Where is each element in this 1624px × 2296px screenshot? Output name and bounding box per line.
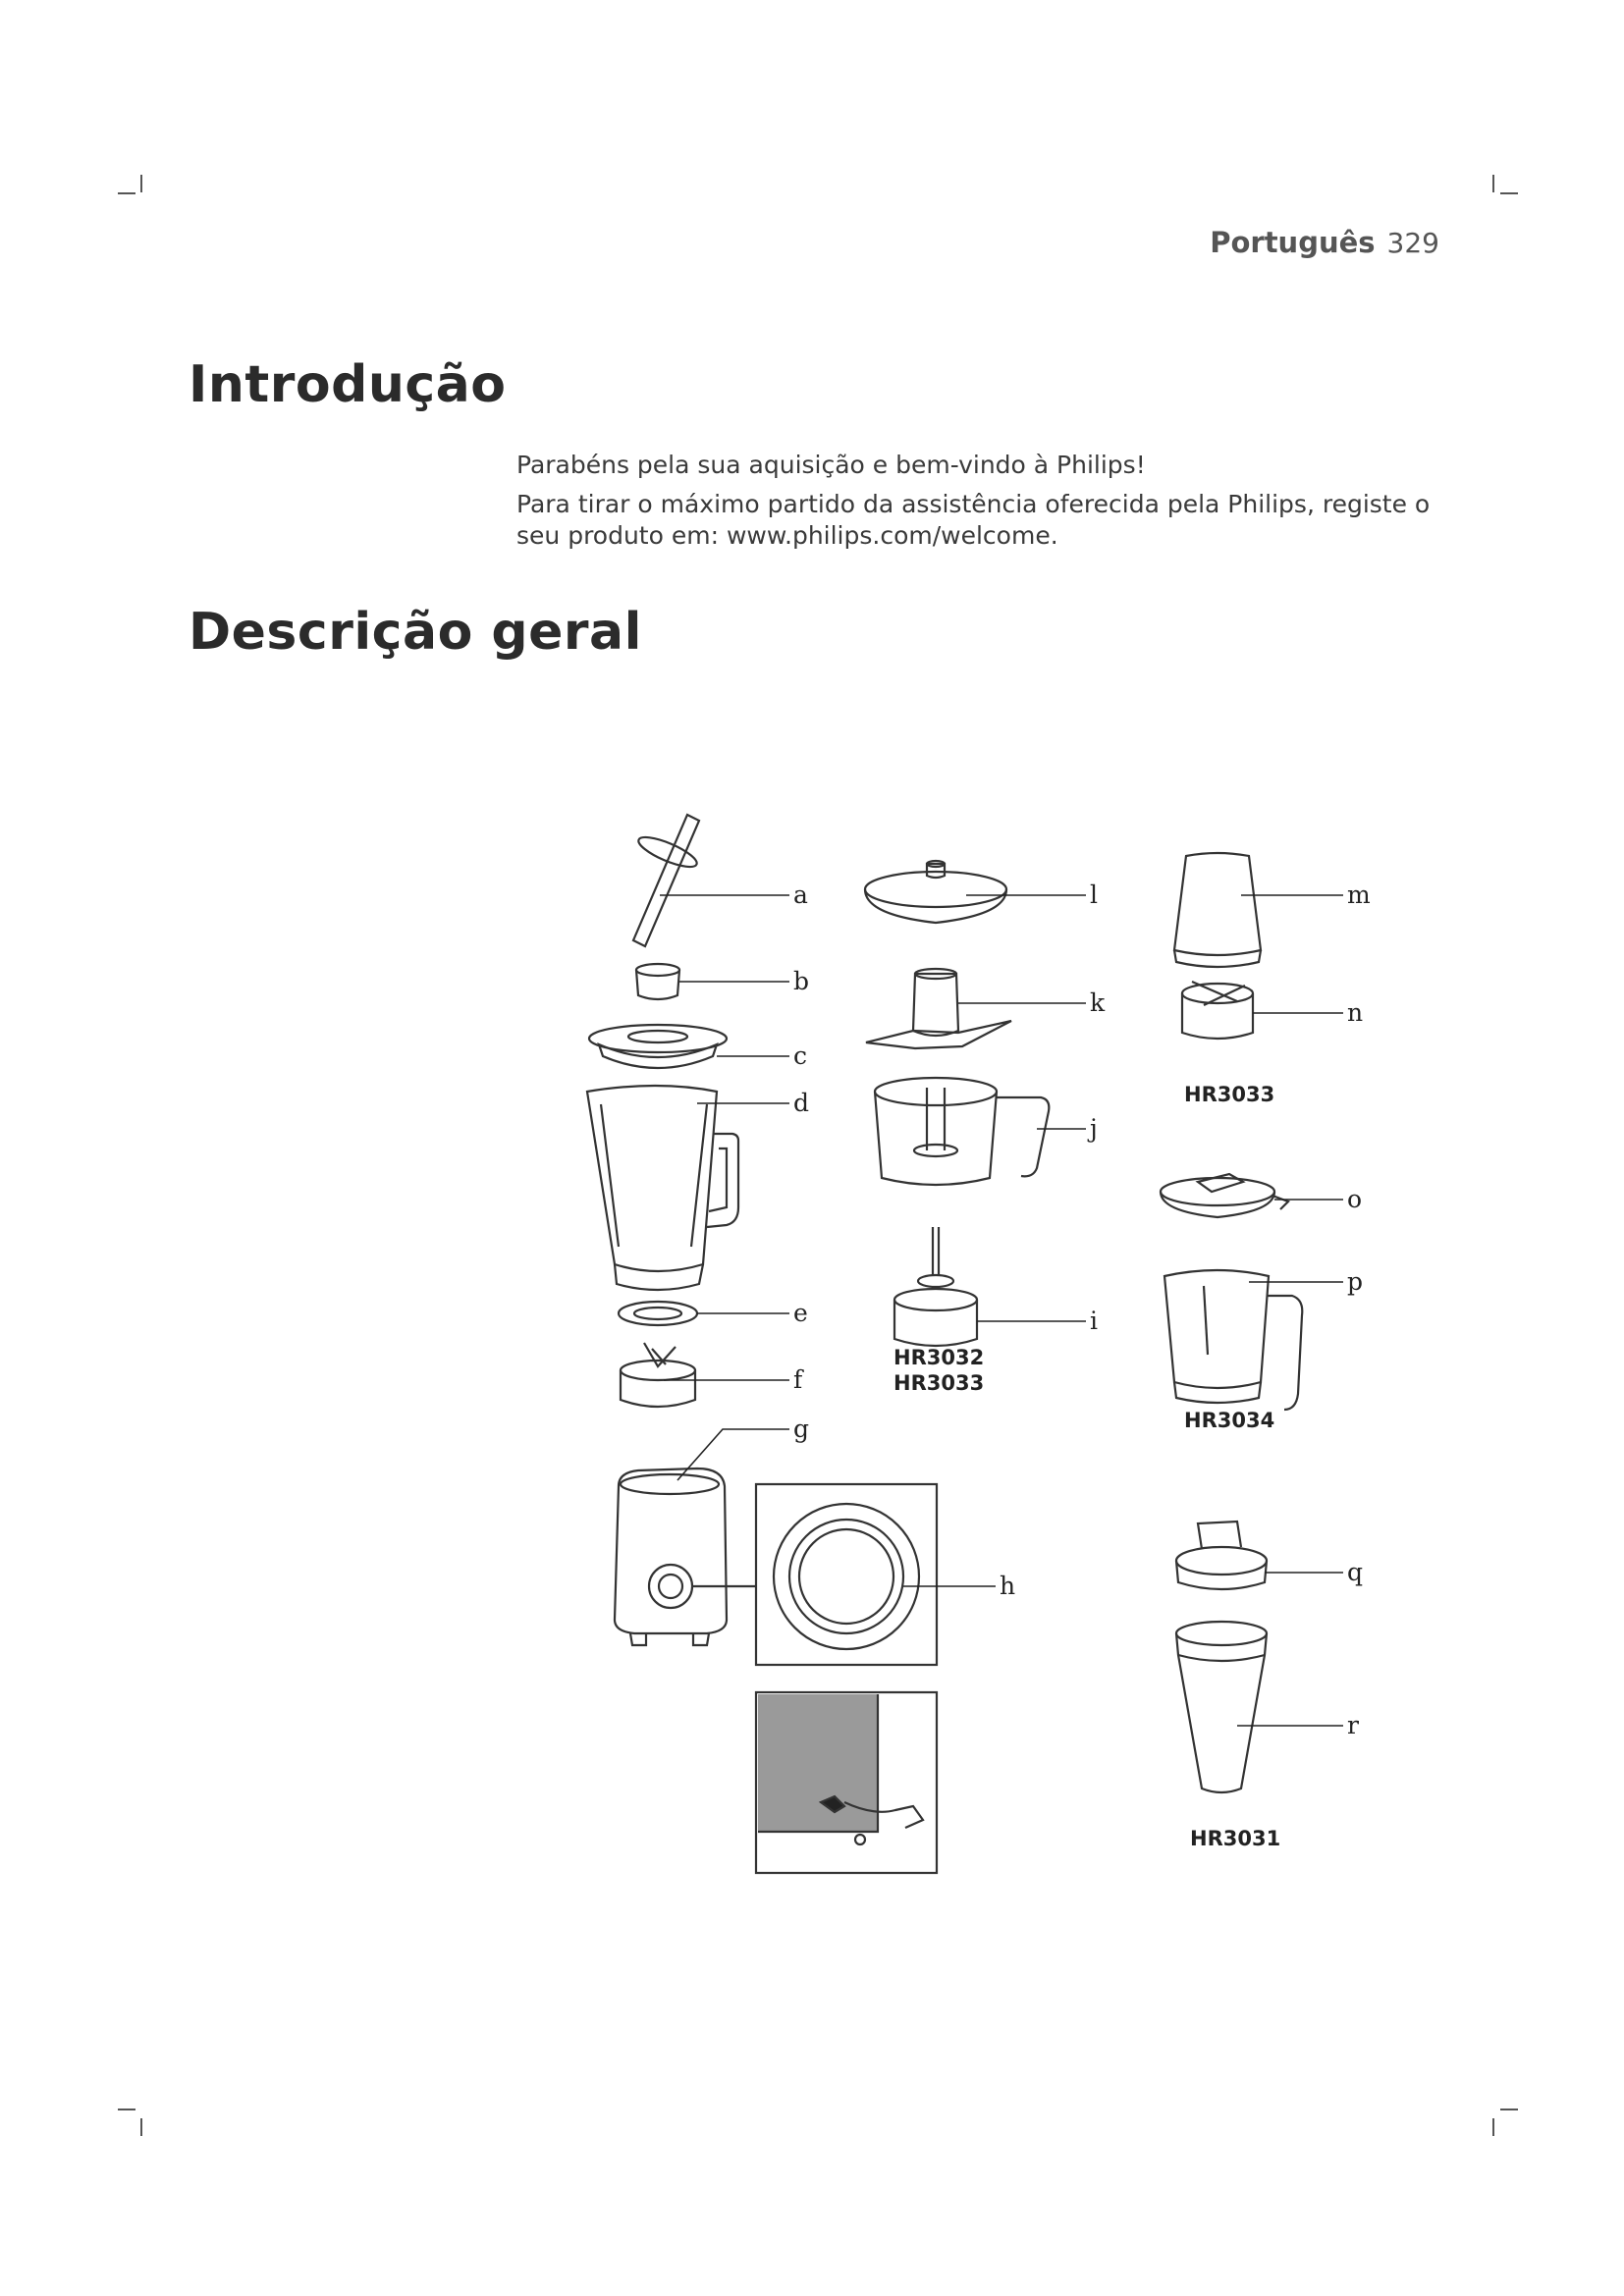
intro-paragraph-1: Parabéns pela sua aquisição e bem-vindo à Philips!: [516, 451, 1146, 479]
motor-unit-illustration: [615, 1468, 727, 1645]
part-label-b: b: [793, 967, 810, 995]
part-label-m: m: [1347, 881, 1371, 909]
bottle-illustration: [1176, 1622, 1267, 1792]
model-caption-bottle: HR3031: [1190, 1827, 1281, 1850]
part-label-c: c: [793, 1041, 808, 1070]
model-caption-hr3032: HR3032: [893, 1346, 985, 1369]
chopper-blade-illustration: [866, 969, 1011, 1048]
control-knob-detail: [692, 1484, 937, 1665]
crop-mark: [140, 175, 142, 192]
jar-lid-illustration: [589, 1025, 727, 1068]
running-header: [1210, 226, 1439, 259]
chopper-blade-base-illustration: [894, 1227, 977, 1346]
part-label-e: e: [793, 1299, 808, 1327]
part-label-p: p: [1347, 1267, 1364, 1296]
crop-mark: [1500, 2109, 1518, 2110]
part-label-l: l: [1090, 881, 1098, 909]
sealing-ring-illustration: [619, 1302, 697, 1325]
part-label-d: d: [793, 1089, 810, 1117]
part-label-q: q: [1347, 1558, 1364, 1586]
blender-jar-illustration: [587, 1086, 738, 1290]
crop-mark: [1492, 2118, 1494, 2136]
crop-mark: [140, 2118, 142, 2136]
part-label-f: f: [793, 1365, 803, 1394]
processor-bowl-illustration: [875, 1078, 1049, 1185]
model-caption-mill: HR3034: [1184, 1409, 1275, 1432]
crop-mark: [1492, 175, 1494, 192]
overview-heading: Descrição geral: [189, 603, 642, 662]
part-label-n: n: [1347, 998, 1364, 1027]
bottle-lid-illustration: [1176, 1522, 1267, 1589]
blade-unit-illustration: [621, 1343, 695, 1407]
model-caption-hr3033: HR3033: [893, 1371, 985, 1395]
introduction-heading: Introdução: [189, 355, 507, 414]
product-overview-figure: [550, 785, 1434, 1904]
header-language: Português: [1210, 226, 1376, 259]
intro-paragraph-2: Para tirar o máximo partido da assistência oferecida pela Philips, registe o seu produto em: www.philips.com/welcome.: [516, 490, 1431, 550]
tamper-illustration: [633, 815, 700, 946]
introduction-body: [516, 450, 1439, 560]
part-label-a: a: [793, 881, 808, 909]
crop-mark: [1500, 192, 1518, 194]
part-label-h: h: [1000, 1572, 1016, 1600]
model-caption-grinder: HR3033: [1184, 1083, 1275, 1106]
mill-lid-illustration: [1161, 1174, 1288, 1217]
part-label-k: k: [1090, 988, 1106, 1017]
part-label-o: o: [1347, 1185, 1363, 1213]
crop-mark: [118, 2109, 135, 2110]
crop-mark: [118, 192, 135, 194]
mill-jar-illustration: [1164, 1270, 1302, 1410]
part-label-j: j: [1090, 1114, 1098, 1143]
processor-lid-illustration: [865, 861, 1006, 923]
part-label-g: g: [793, 1415, 810, 1443]
page-number: 329: [1386, 227, 1439, 259]
part-label-r: r: [1347, 1711, 1359, 1739]
cord-storage-detail: [756, 1692, 937, 1873]
measuring-cup-illustration: [636, 964, 679, 999]
leader-lines: [660, 895, 1343, 1726]
grinder-blade-illustration: [1182, 982, 1253, 1039]
grinder-cup-illustration: [1174, 853, 1261, 967]
part-label-i: i: [1090, 1307, 1098, 1335]
